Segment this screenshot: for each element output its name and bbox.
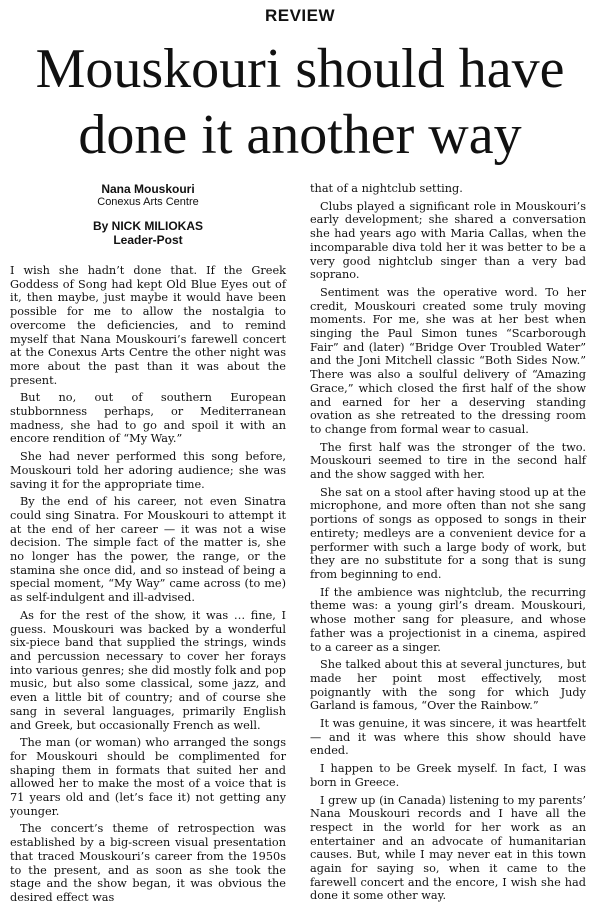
headline [0, 36, 600, 168]
author-byline: By NICK MILIOKAS [92, 219, 203, 233]
paragraph: that of a nightclub setting. [310, 182, 463, 195]
article-column-right [310, 182, 586, 907]
paragraph: Sentiment was the operative word. To her credit, Mouskouri created some truly moving moments. For me, she was at her best when singing the Paul Simon tunes “Scarborough Fair” and (later) “Bridge Over Troubled Water” and the Joni Mitchell classic “Both Sides Now.” There was also a soulful delivery of “Amazing Grace,” which closed the first half of the show and earned for her a deserving standing ovation as she retreated to the dressing room to change from formal wear to casual. [310, 285, 586, 436]
paragraph: I happen to be Greek myself. In fact, I was born in Greece. [310, 762, 586, 789]
paragraph: She talked about this at several junctures, but made her point most effectively, most poignantly with the song for which Judy Garland is famous, “Over the Rainbow.” [310, 658, 586, 713]
paragraph: The man (or woman) who arranged the songs for Mouskouri should be complimented for shaping them in formats that suited her and allowed her to make the most of a voice that is 71 years old and (let’s face it) not getting any younger. [10, 736, 286, 818]
byline-block [10, 182, 286, 247]
paragraph: Clubs played a significant role in Mouskouri’s early development; she shared a conversation she had years ago with Maria Callas, when the incomparable diva told her it was better to be a very good nightclub singer than a very bad soprano. [310, 199, 586, 282]
paragraph: She had never performed this song before, Mouskouri told her adoring audience; she was saving it for the appropriate time. [10, 450, 286, 491]
section-kicker: REVIEW [264, 6, 336, 25]
publication-name: Leader-Post [113, 233, 183, 247]
review-venue: Conexus Arts Centre [97, 196, 199, 208]
paragraph: It was genuine, it was sincere, it was heartfelt — and it was where this show should have ended. [310, 717, 586, 758]
paragraph: She sat on a stool after having stood up at the microphone, and more often than not she sang portions of songs as opposed to songs in their entirety; medleys are a convenient device for a performer with such a large body of work, but they are no substitute for a song that is sung from beginning to end. [310, 485, 586, 581]
review-subject: Nana Mouskouri [101, 182, 195, 196]
paragraph: I wish she hadn’t done that. If the Greek Goddess of Song had kept Old Blue Eyes out of it, then maybe, just maybe it would have been possible for me to allow the nostalgia to overcome the deficiencies, and to remind myself that Nana Mouskouri’s farewell concert at the Conexus Arts Centre the other night was more about the past than it was about the present. [10, 264, 286, 387]
paragraph: By the end of his career, not even Sinatra could sing Sinatra. For Mouskouri to attempt it at the end of her career — it was not a wise decision. The simple fact of the matter is, she no longer has the power, the range, or the stamina she once did, and so instead of being a special moment, “My Way” came across (to me) as self-indulgent and ill-advised. [10, 495, 286, 605]
paragraph: As for the rest of the show, it was … fine, I guess. Mouskouri was backed by a wonderful six-piece band that supplied the strings, winds and percussion necessary to cover her forays into various genres; she did mostly folk and pop music, but also some classical, some jazz, and even a little bit of country; and of course she sang in several languages, primarily English and Greek, but occasionally French as well. [10, 608, 286, 732]
paragraph: The first half was the stronger of the two. Mouskouri seemed to tire in the second half and the show sagged with her. [310, 440, 586, 482]
paragraph: If the ambience was nightclub, the recurring theme was: a young girl’s dream. Mouskouri, whose mother sang for pleasure, and whose father was a projectionist in a cinema, aspired to a career as a singer. [310, 585, 586, 654]
paragraph: The concert’s theme of retrospection was established by a big-screen visual presentation that traced Mouskouri’s career from the 1950s to the present, and as soon as she took the stage and the show began, it was obvious the desired effect was [10, 822, 286, 904]
paragraph: I grew up (in Canada) listening to my parents’ Nana Mouskouri records and I have all the respect in the world for her work as an entertainer and an advocate of humanitarian causes. But, while I may never eat in this town again for saying so, when it came to the farewell concert and the encore, I wish she had done it some other way. [310, 793, 586, 903]
paragraph: But no, out of southern European stubbornness perhaps, or Mediterranean madness, she had to go and spoil it with an encore rendition of “My Way.” [10, 391, 286, 446]
headline-line-2: done it another way [78, 104, 522, 166]
article-column-left [10, 264, 286, 909]
headline-line-1: Mouskouri should have [35, 38, 565, 100]
